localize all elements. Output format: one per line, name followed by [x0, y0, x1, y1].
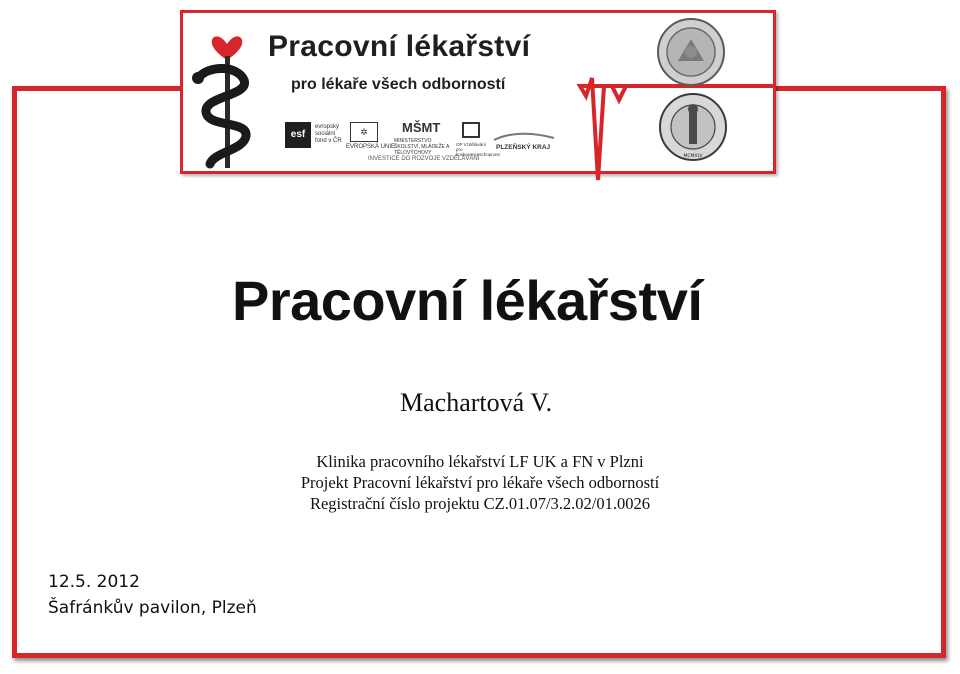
event-place: Šafránkův pavilon, Plzeň	[48, 598, 257, 618]
banner-note: INVESTICE DO ROZVOJE VZDĚLÁVÁNÍ	[368, 156, 480, 162]
info-line-institution: Klinika pracovního lékařství LF UK a FN v Plzni	[316, 452, 644, 471]
info-line-project: Projekt Pracovní lékařství pro lékaře všech odborností	[300, 473, 660, 492]
faculty-seal-icon	[658, 92, 728, 162]
author-name: Machartová V.	[400, 388, 553, 417]
eu-text: EVROPSKÁ UNIE	[346, 144, 396, 150]
event-date: 12.5. 2012	[48, 572, 140, 592]
msmt-mark: MŠMT	[402, 120, 441, 135]
op-text: OP Vzdělávání pro konkurenceschopnost	[456, 142, 500, 157]
esf-text: evropský sociální fond v ČR	[315, 124, 342, 144]
banner-subtitle: pro lékaře všech odborností	[291, 76, 506, 93]
event-details	[48, 569, 257, 621]
info-line-registration: Registrační číslo projektu CZ.01.07/3.2.02/01.0026	[309, 494, 651, 513]
slide-title: Pracovní lékařství	[232, 269, 703, 332]
charles-university-seal-icon	[656, 17, 726, 87]
ecg-line-icon	[0, 0, 960, 240]
kraj-text: PLZEŇSKÝ KRAJ	[496, 144, 551, 151]
faculty-seal-year: MCMXLV	[683, 154, 703, 159]
msmt-text: MINISTERSTVO ŠKOLSTVÍ, MLÁDEŽE A TĚLOVÝCHOVY	[394, 138, 450, 156]
esf-mark: esf	[285, 122, 311, 148]
eu-stars-icon: ✲	[350, 122, 378, 142]
banner-title: Pracovní lékařství	[268, 30, 531, 63]
project-info	[240, 451, 720, 514]
